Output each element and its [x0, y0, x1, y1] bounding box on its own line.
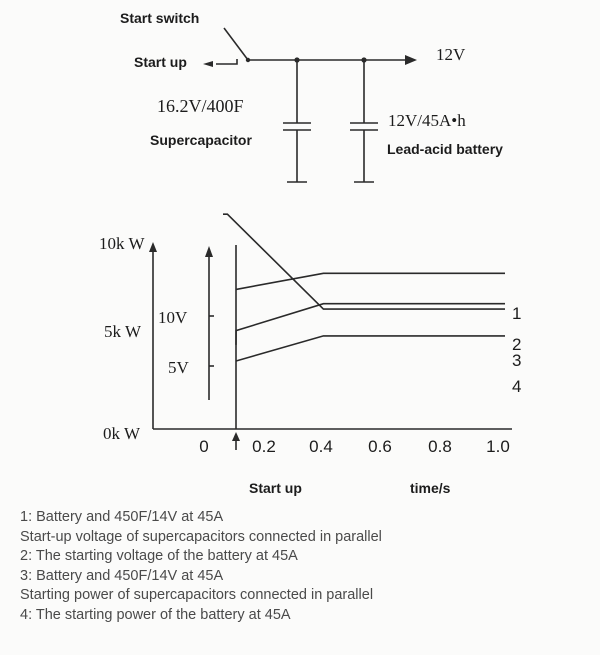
x-tick-label-0.6: 0.6: [368, 437, 392, 456]
x-tick-labels: [199, 437, 510, 456]
x-tick-label-0.8: 0.8: [428, 437, 452, 456]
series-label-4: 4: [512, 377, 522, 396]
power-tick-label-10k: 10k W: [99, 234, 145, 253]
x-tick-label-0.4: 0.4: [309, 437, 333, 456]
switch-pivot-node: [246, 58, 250, 62]
start-up-label: Start up: [134, 54, 187, 70]
series-label-1: 1: [512, 304, 522, 323]
series-line-4: [236, 336, 505, 361]
power-tick-label-5k: 5k W: [104, 322, 141, 341]
battery-rating-label: 12V/45A•h: [388, 111, 466, 130]
supercap-name-label: Supercapacitor: [150, 132, 252, 148]
series-line-3: [223, 214, 505, 309]
x-tick-label-0.2: 0.2: [252, 437, 276, 456]
voltage-tick-label-10v: 10V: [158, 308, 188, 327]
battery-symbol: [350, 60, 378, 182]
series-label-2: 2: [512, 335, 522, 354]
supercap-rating-label: 16.2V/400F: [157, 96, 244, 116]
start-up-arrow: [203, 61, 213, 67]
start-switch-label: Start switch: [120, 10, 200, 26]
x-tick-label-0: 0: [199, 437, 209, 456]
battery-name-label: Lead-acid battery: [387, 141, 503, 157]
legend-line-1: 1: Battery and 450F/14V at 45A: [20, 509, 224, 525]
chart: [99, 214, 521, 496]
output-arrow: [405, 55, 417, 65]
start-up-caption: Start up: [249, 480, 302, 496]
start-up-lead-wire: [216, 59, 237, 64]
x-axis-caption: time/s: [410, 480, 451, 496]
voltage-axis-arrow: [205, 246, 213, 257]
power-tick-label-0k: 0k W: [103, 424, 140, 443]
start-up-pointer-arrow: [232, 432, 240, 441]
supercapacitor-symbol: [283, 60, 311, 182]
power-axis-arrow: [149, 242, 157, 252]
output-voltage-label: 12V: [436, 45, 466, 64]
legend-line-5: Starting power of supercapacitors connected in parallel: [20, 587, 374, 604]
series-labels: [512, 304, 521, 396]
legend-line-3: 2: The starting voltage of the battery at 45A: [20, 548, 298, 565]
voltage-tick-label-5v: 5V: [168, 358, 189, 377]
series-line-1: [236, 273, 505, 289]
x-tick-label-1.0: 1.0: [486, 437, 510, 456]
legend-line-6: 4: The starting power of the battery at 45A: [20, 606, 291, 623]
legend-line-2: Start-up voltage of supercapacitors connected in parallel: [20, 528, 382, 545]
series-layer: [223, 214, 505, 361]
legend-line-4: 3: Battery and 450F/14V at 45A: [20, 567, 224, 584]
series-label-3: 3: [512, 351, 522, 370]
legend-block: [20, 508, 590, 626]
start-switch-blade: [224, 28, 248, 60]
